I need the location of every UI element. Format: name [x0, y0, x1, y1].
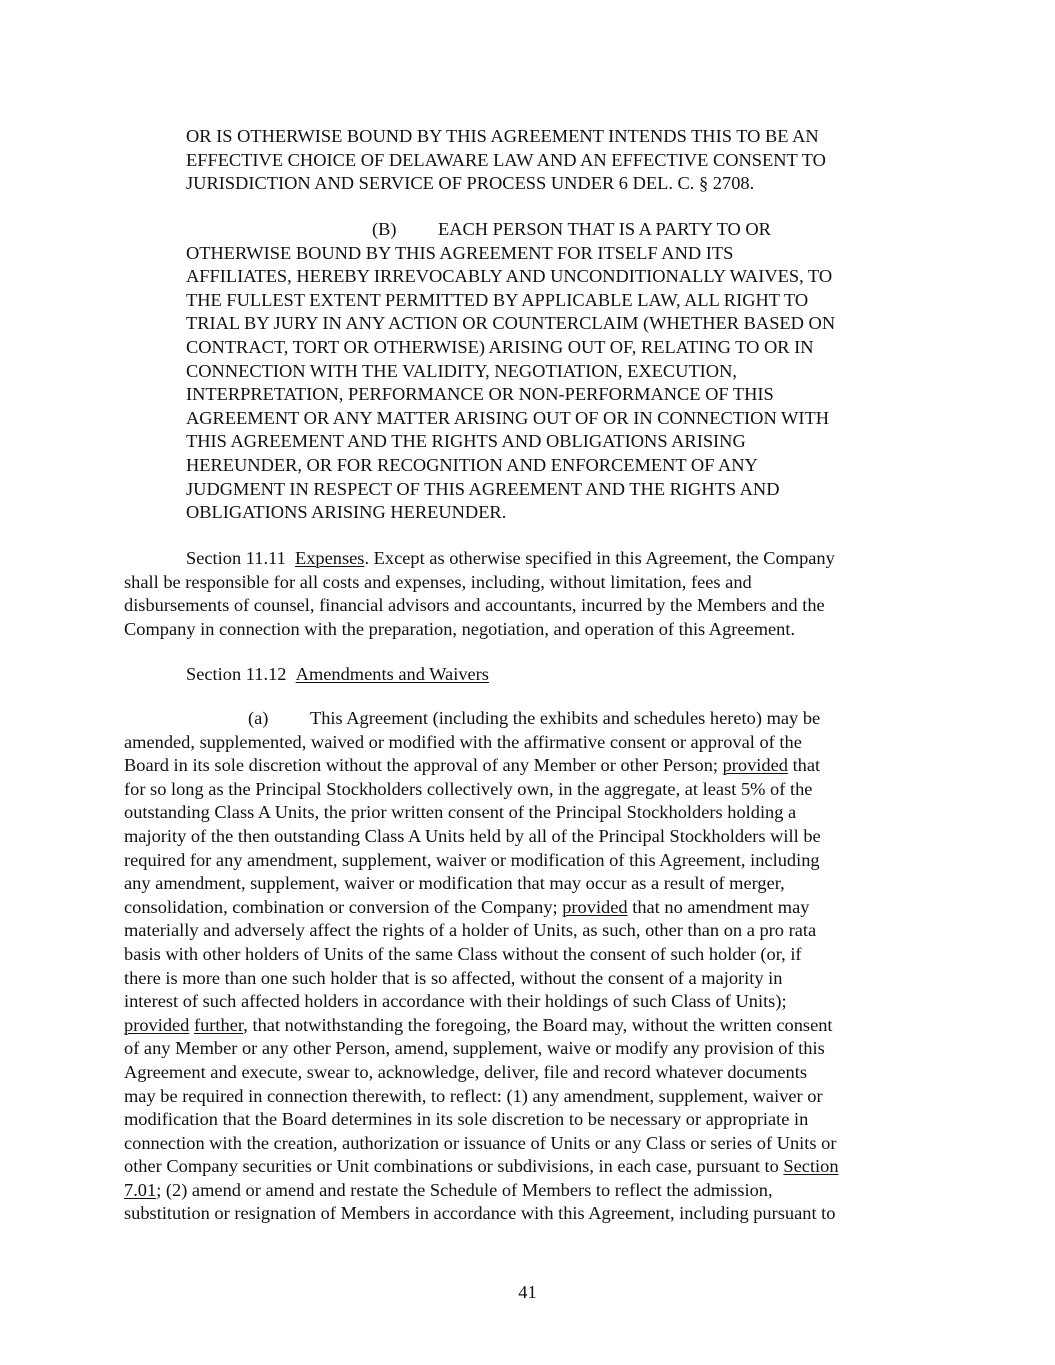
text-line — [124, 1155, 839, 1179]
text-line: THE FULLEST EXTENT PERMITTED BY APPLICABLE LAW, ALL RIGHT TO — [186, 289, 809, 310]
section-11-12-heading — [186, 663, 489, 687]
jury-waiver-first-line — [186, 218, 835, 242]
section-11-11-expenses — [124, 547, 835, 641]
text-line: OR IS OTHERWISE BOUND BY THIS AGREEMENT INTENDS THIS TO BE AN — [186, 126, 819, 146]
text-line: any amendment, supplement, waiver or modification that may occur as a result of merger, — [124, 873, 785, 894]
defined-term: further — [193, 1014, 244, 1035]
text-line: shall be responsible for all costs and expenses, including, without limitation, fees and — [124, 571, 752, 592]
text-line: This Agreement (including the exhibits and schedules hereto) may be — [310, 708, 821, 728]
text-line — [124, 1014, 839, 1038]
text-line: there is more than one such holder that is so affected, without the consent of a majority in — [124, 967, 783, 988]
text-line: CONTRACT, TORT OR OTHERWISE) ARISING OUT OF, RELATING TO OR IN — [186, 336, 814, 357]
text-line: of any Member or any other Person, amend, supplement, waive or modify any provision of this — [124, 1038, 825, 1059]
text-run: ; (2) amend or amend and restate the Schedule of Members to reflect the admission, — [156, 1179, 773, 1200]
defined-term: provided — [722, 755, 788, 776]
text-line: JUDGMENT IN RESPECT OF THIS AGREEMENT AND THE RIGHTS AND — [186, 478, 780, 499]
text-line: connection with the creation, authorization or issuance of Units or any Class or series of Units or — [124, 1132, 837, 1153]
text-run: consolidation, combination or conversion of the Company; — [124, 896, 563, 917]
page-number: 41 — [518, 1282, 537, 1302]
text-line: substitution or resignation of Members in accordance with this Agreement, including pursuant to — [124, 1203, 836, 1224]
text-line: disbursements of counsel, financial advisors and accountants, incurred by the Members and the — [124, 595, 825, 616]
text-run: Board in its sole discretion without the approval of any Member or other Person; — [124, 755, 723, 776]
paragraph-first-line — [124, 707, 839, 731]
text-line: . Except as otherwise specified in this Agreement, the Company — [364, 548, 835, 568]
text-line: amended, supplemented, waived or modified with the affirmative consent or approval of the — [124, 731, 802, 752]
text-line: materially and adversely affect the rights of a holder of Units, as such, other than on a pro rata — [124, 920, 817, 941]
text-line: interest of such affected holders in accordance with their holdings of such Class of Units); — [124, 991, 787, 1012]
text-run: other Company securities or Unit combinations or subdivisions, in each case, pursuant to — [124, 1156, 784, 1177]
section-number: Section 11.11 — [186, 548, 286, 568]
text-line — [124, 896, 839, 920]
section-title: Expenses — [294, 548, 365, 568]
clause-label: (B) — [372, 219, 397, 239]
text-line: majority of the then outstanding Class A Units held by all of the Principal Stockholders will be — [124, 825, 821, 846]
delaware-law-clause — [186, 125, 826, 196]
text-line: outstanding Class A Units, the prior written consent of the Principal Stockholders holding a — [124, 802, 797, 823]
section-heading-line — [186, 663, 489, 687]
text-line: EFFECTIVE CHOICE OF DELAWARE LAW AND AN EFFECTIVE CONSENT TO — [186, 149, 826, 170]
text-run: that — [787, 755, 821, 776]
text-line: EACH PERSON THAT IS A PARTY TO OR — [438, 219, 771, 239]
text-line: AGREEMENT OR ANY MATTER ARISING OUT OF OR IN CONNECTION WITH — [186, 407, 829, 428]
text-run: , that notwithstanding the foregoing, the Board may, without the written consent — [243, 1014, 833, 1035]
text-line — [124, 754, 839, 778]
text-line: INTERPRETATION, PERFORMANCE OR NON-PERFORMANCE OF THIS — [186, 384, 774, 405]
section-reference: 7.01 — [124, 1179, 157, 1200]
text-line: modification that the Board determines in its sole discretion to be necessary or appropriate in — [124, 1109, 809, 1130]
text-run: that no amendment may — [627, 896, 810, 917]
defined-term: provided — [562, 896, 628, 917]
defined-term: provided — [124, 1014, 190, 1035]
section-heading-line — [124, 547, 835, 571]
text-line — [124, 1179, 839, 1203]
text-line: basis with other holders of Units of the same Class without the consent of such holder (or, if — [124, 943, 802, 964]
section-title: Amendments and Waivers — [295, 664, 489, 684]
section-reference: Section — [783, 1156, 839, 1177]
text-line: AFFILIATES, HEREBY IRREVOCABLY AND UNCONDITIONALLY WAIVES, TO — [186, 266, 833, 287]
text-line: OTHERWISE BOUND BY THIS AGREEMENT FOR ITSELF AND ITS — [186, 242, 734, 263]
amendments-paragraph-a — [124, 707, 839, 1226]
text-line: Agreement and execute, swear to, acknowledge, deliver, file and record whatever documents — [124, 1061, 807, 1082]
text-line: Company in connection with the preparation, negotiation, and operation of this Agreement. — [124, 618, 796, 639]
text-line: TRIAL BY JURY IN ANY ACTION OR COUNTERCLAIM (WHETHER BASED ON — [186, 313, 836, 334]
text-line: HEREUNDER, OR FOR RECOGNITION AND ENFORCEMENT OF ANY — [186, 454, 758, 475]
text-line: THIS AGREEMENT AND THE RIGHTS AND OBLIGATIONS ARISING — [186, 431, 746, 452]
text-line: required for any amendment, supplement, waiver or modification of this Agreement, including — [124, 849, 820, 870]
text-line: may be required in connection therewith, to reflect: (1) any amendment, supplement, waiver or — [124, 1085, 823, 1106]
jury-waiver-clause — [186, 218, 835, 525]
text-line: OBLIGATIONS ARISING HEREUNDER. — [186, 502, 507, 523]
text-line: for so long as the Principal Stockholders collectively own, in the aggregate, at least 5% of the — [124, 778, 813, 799]
section-number: Section 11.12 — [186, 664, 287, 684]
paragraph-label: (a) — [248, 708, 269, 728]
text-line: CONNECTION WITH THE VALIDITY, NEGOTIATION, EXECUTION, — [186, 360, 737, 381]
text-line: JURISDICTION AND SERVICE OF PROCESS UNDER 6 DEL. C. § 2708. — [186, 173, 755, 194]
